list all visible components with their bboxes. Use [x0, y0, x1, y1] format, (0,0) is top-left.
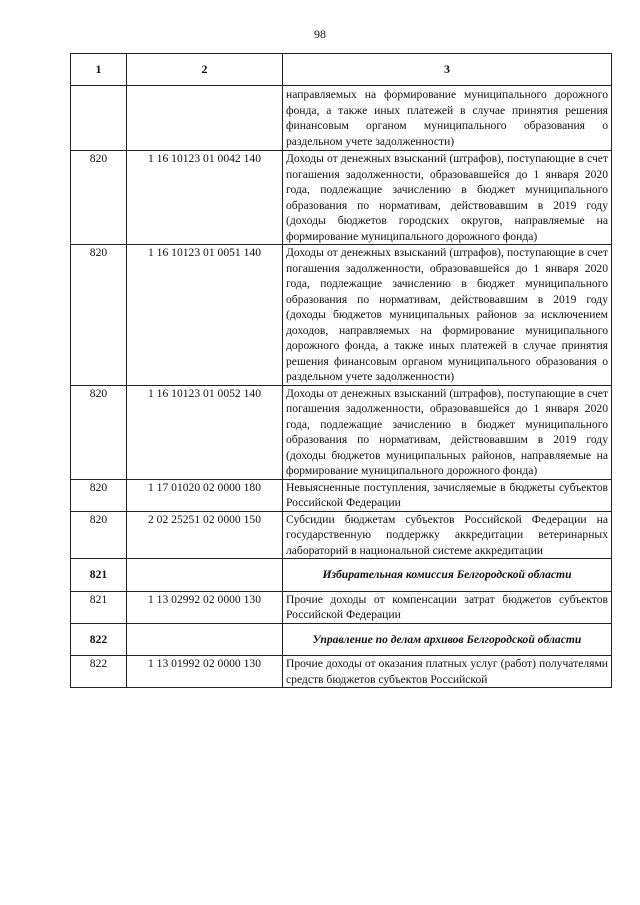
table-row — [71, 656, 612, 688]
admin-code: 820 — [71, 479, 127, 511]
table-row — [71, 151, 612, 245]
admin-code: 820 — [71, 385, 127, 479]
revenue-table — [70, 53, 612, 688]
kbk-code: 1 16 10123 01 0051 140 — [127, 245, 283, 386]
administrator-name: Управление по делам архивов Белгородской области — [283, 623, 612, 656]
revenue-description: Прочие доходы от компенсации затрат бюджетов субъектов Российской Федерации — [283, 591, 612, 623]
admin-code: 821 — [71, 559, 127, 592]
column-header-3: 3 — [283, 54, 612, 86]
admin-code: 822 — [71, 656, 127, 688]
table-row — [71, 245, 612, 386]
admin-code: 821 — [71, 591, 127, 623]
kbk-code: 1 16 10123 01 0042 140 — [127, 151, 283, 245]
admin-code — [71, 86, 127, 151]
administrator-name: Избирательная комиссия Белгородской области — [283, 559, 612, 592]
admin-code: 820 — [71, 151, 127, 245]
revenue-description: Доходы от денежных взысканий (штрафов), поступающие в счет погашения задолженности, образовавшейся до 1 января 2020 года, подлежащие зачислению в бюджет муниципального образования по нормативам, действовавшим в 2019 году (доходы бюджетов муниципальных районов, направляемые на формирование муниципального дорожного фонда) — [283, 385, 612, 479]
table-row — [71, 479, 612, 511]
table-row — [71, 511, 612, 559]
column-header-2: 2 — [127, 54, 283, 86]
revenue-description: Прочие доходы от оказания платных услуг (работ) получателями средств бюджетов субъектов Российской — [283, 656, 612, 688]
revenue-description: Доходы от денежных взысканий (штрафов), поступающие в счет погашения задолженности, образовавшейся до 1 января 2020 года, подлежащие зачислению в бюджет муниципального образования по нормативам, действовавшим в 2019 году (доходы бюджетов городских округов, направляемые на формирование муниципального дорожного фонда) — [283, 151, 612, 245]
administrator-header-row — [71, 559, 612, 592]
admin-code: 822 — [71, 623, 127, 656]
admin-code: 820 — [71, 245, 127, 386]
kbk-code: 1 16 10123 01 0052 140 — [127, 385, 283, 479]
revenue-description: Доходы от денежных взысканий (штрафов), поступающие в счет погашения задолженности, образовавшейся до 1 января 2020 года, подлежащие зачислению в бюджет муниципального образования по нормативам, действовавшим в 2019 году (доходы бюджетов муниципальных районов за исключением доходов, направляемых на формирование муниципального дорожного фонда, а также иных платежей в случае принятия решения финансовым органом муниципального образования о раздельном учете задолженности) — [283, 245, 612, 386]
kbk-code: 1 17 01020 02 0000 180 — [127, 479, 283, 511]
administrator-header-row — [71, 623, 612, 656]
revenue-description: Невыясненные поступления, зачисляемые в бюджеты субъектов Российской Федерации — [283, 479, 612, 511]
kbk-code: 1 13 01992 02 0000 130 — [127, 656, 283, 688]
column-header-1: 1 — [71, 54, 127, 86]
revenue-description: Субсидии бюджетам субъектов Российской Федерации на государственную поддержку аккредитации ветеринарных лабораторий в национальной системе аккредитации — [283, 511, 612, 559]
kbk-code — [127, 86, 283, 151]
table-header-row — [71, 54, 612, 86]
kbk-code: 2 02 25251 02 0000 150 — [127, 511, 283, 559]
page-number: 98 — [314, 27, 326, 41]
kbk-code — [127, 623, 283, 656]
kbk-code — [127, 559, 283, 592]
admin-code: 820 — [71, 511, 127, 559]
table-row — [71, 86, 612, 151]
table-row — [71, 591, 612, 623]
table-row — [71, 385, 612, 479]
kbk-code: 1 13 02992 02 0000 130 — [127, 591, 283, 623]
revenue-description: направляемых на формирование муниципального дорожного фонда, а также иных платежей в случае принятия решения финансовым органом муниципального образования о раздельном учете задолженности) — [283, 86, 612, 151]
